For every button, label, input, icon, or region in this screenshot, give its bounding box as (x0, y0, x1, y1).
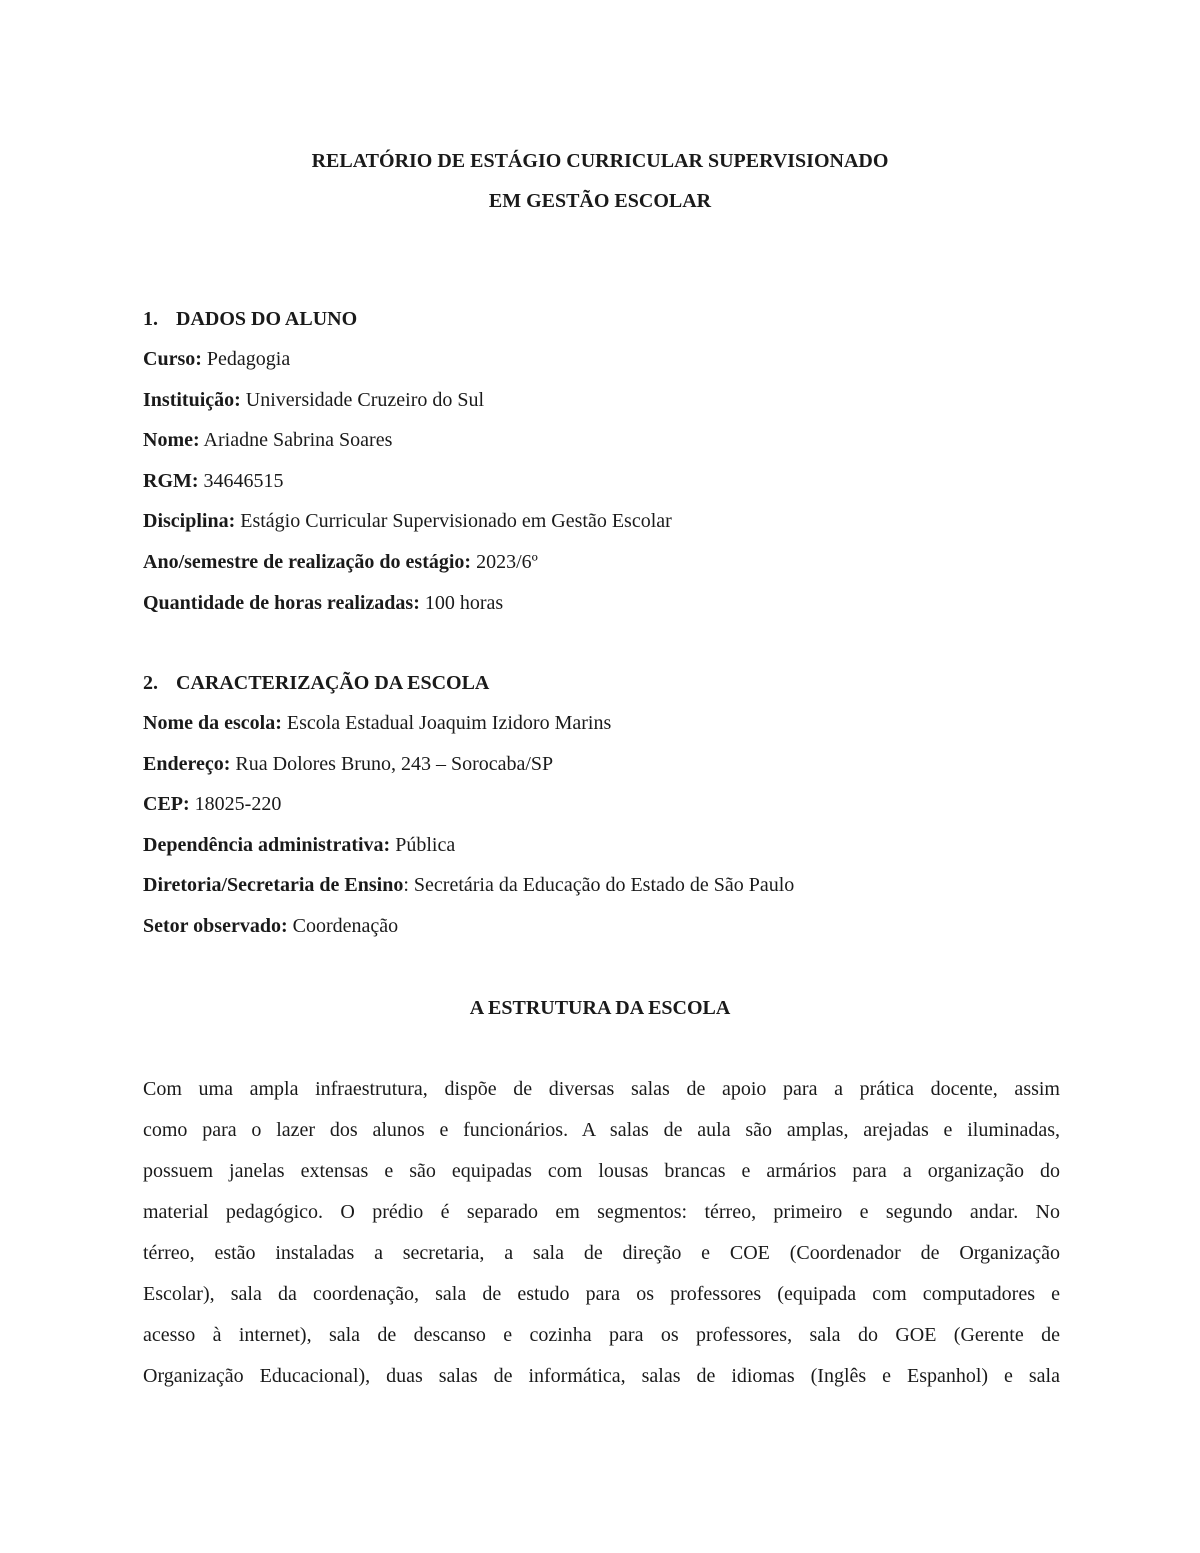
field-label: Quantidade de horas realizadas: (143, 591, 420, 614)
field-value: 34646515 (198, 469, 284, 492)
field-label: Endereço: (143, 752, 231, 775)
field-value: : Secretária da Educação do Estado de São Paulo (403, 874, 795, 897)
section-number: 1. (143, 308, 158, 330)
subheading-school-structure: A ESTRUTURA DA ESCOLA (469, 997, 731, 1019)
section-number: 2. (143, 672, 158, 694)
section-heading (143, 663, 1063, 703)
section-heading (143, 299, 1063, 339)
field-row (143, 380, 1063, 421)
field-label: Curso: (143, 348, 202, 370)
field-row (143, 906, 1063, 947)
title-line-2: EM GESTÃO ESCOLAR (488, 190, 712, 212)
field-value: 100 horas (419, 591, 504, 614)
paragraph-line: Escolar), sala da coordenação, sala de estudo para os professores (equipada com computadores e (143, 1283, 1060, 1305)
field-row (143, 825, 1063, 866)
field-value: Pública (390, 833, 456, 856)
paragraph-line: acesso à internet), sala de descanso e cozinha para os professores, sala do GOE (Gerente de (143, 1324, 1060, 1346)
document-title (0, 141, 1200, 221)
field-value: Escola Estadual Joaquim Izidoro Marins (281, 712, 612, 734)
section-heading-text: DADOS DO ALUNO (176, 308, 358, 330)
field-label: Diretoria/Secretaria de Ensino (143, 874, 404, 897)
field-row (143, 703, 1063, 744)
field-row (143, 784, 1063, 825)
body-paragraph (143, 1069, 1060, 1397)
field-label: Ano/semestre de realização do estágio: (143, 550, 472, 573)
field-label: Nome da escola: (143, 712, 282, 734)
field-value: Ariadne Sabrina Soares (199, 429, 393, 452)
field-value: Estágio Curricular Supervisionado em Gestão Escolar (235, 510, 672, 533)
paragraph-line: térreo, estão instaladas a secretaria, a sala de direção e COE (Coordenador de Organização (143, 1242, 1060, 1264)
field-value: Coordenação (287, 914, 399, 937)
field-row (143, 542, 1063, 583)
title-line-1: RELATÓRIO DE ESTÁGIO CURRICULAR SUPERVISIONADO (311, 150, 889, 172)
field-row (143, 339, 1063, 380)
field-row (143, 501, 1063, 542)
field-label: Instituição: (143, 388, 241, 411)
paragraph-line: Organização Educacional), duas salas de informática, salas de idiomas (Inglês e Espanhol) e sala (143, 1365, 1060, 1387)
field-label: Nome: (143, 429, 200, 452)
field-value: 18025-220 (189, 793, 282, 816)
field-row (143, 420, 1063, 461)
paragraph-line: possuem janelas extensas e são equipadas com lousas brancas e armários para a organização do (143, 1160, 1060, 1182)
field-label: Dependência administrativa: (143, 833, 391, 856)
section-school-characterization (143, 663, 1063, 947)
field-row (143, 744, 1063, 785)
field-label: RGM: (143, 469, 199, 492)
paragraph-line: como para o lazer dos alunos e funcionários. A salas de aula são amplas, arejadas e iluminadas, (143, 1119, 1060, 1141)
field-label: CEP: (143, 793, 190, 816)
field-value: Universidade Cruzeiro do Sul (240, 388, 485, 411)
paragraph-line: Com uma ampla infraestrutura, dispõe de diversas salas de apoio para a prática docente, assim (143, 1078, 1060, 1100)
section-heading-text: CARACTERIZAÇÃO DA ESCOLA (176, 672, 490, 694)
field-value: 2023/6º (471, 550, 538, 573)
field-label: Setor observado: (143, 914, 288, 937)
field-label: Disciplina: (143, 510, 236, 533)
field-value: Pedagogia (201, 348, 291, 370)
field-row (143, 583, 1063, 624)
section-student-data (143, 299, 1063, 623)
field-value: Rua Dolores Bruno, 243 – Sorocaba/SP (230, 752, 554, 775)
field-row (143, 461, 1063, 502)
field-row (143, 865, 1063, 906)
paragraph-line: material pedagógico. O prédio é separado em segmentos: térreo, primeiro e segundo andar. No (143, 1201, 1060, 1223)
